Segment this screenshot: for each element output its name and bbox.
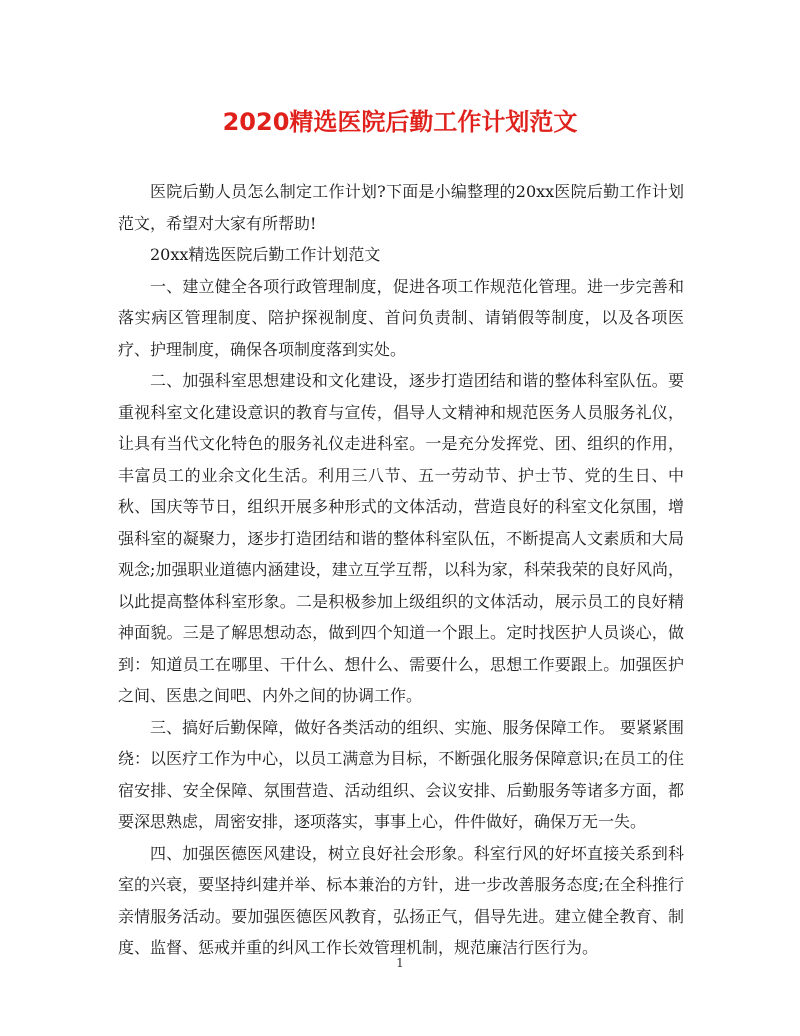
paragraph-3: 三、搞好后勤保障，做好各类活动的组织、实施、服务保障工作。 要紧紧围绕：以医疗工作为中心，以员工满意为目标，不断强化服务保障意识;在员工的住宿安排、安全保障、氛围营造、活动组织、会议安排、后勤服务等诸多方面，都要深思熟虑，周密安排，逐项落实，事事上心，件件做好，确保万无一失。 xyxy=(118,717,684,831)
document-body xyxy=(118,176,684,964)
document-title: 2020精选医院后勤工作计划范文 xyxy=(222,108,578,136)
paragraph-2: 二、加强科室思想建设和文化建设，逐步打造团结和谐的整体科室队伍。要重视科室文化建设意识的教育与宣传，倡导人文精神和规范医务人员服务礼仪，让具有当代文化特色的服务礼仪走进科室。一是充分发挥党、团、组织的作用，丰富员工的业余文化生活。利用三八节、五一劳动节、护士节、党的生日、中秋、国庆等节日，组织开展多种形式的文体活动，营造良好的科室文化氛围，增强科室的凝聚力，逐步打造团结和谐的整体科室队伍，不断提高人文素质和大局观念;加强职业道德内涵建设，建立互学互帮，以科为家，科荣我荣的良好风尚，以此提高整体科室形象。二是积极参加上级组织的文体活动，展示员工的良好精神面貌。三是了解思想动态，做到四个知道一个跟上。定时找医护人员谈心，做到：知道员工在哪里、干什么、想什么、需要什么，思想工作要跟上。加强医护之间、医患之间吧、内外之间的协调工作。 xyxy=(118,371,684,705)
paragraph-1: 一、建立健全各项行政管理制度，促进各项工作规范化管理。进一步完善和落实病区管理制度、陪护探视制度、首问负责制、请销假等制度，以及各项医疗、护理制度，确保各项制度落到实处。 xyxy=(118,276,684,359)
page-number: 1 xyxy=(396,956,404,970)
paragraph-4: 四、加强医德医风建设，树立良好社会形象。科室行风的好坏直接关系到科室的兴衰，要坚持纠建并举、标本兼治的方针，进一步改善服务态度;在全科推行亲情服务活动。要加强医德医风教育，弘扬正气，倡导先进。建立健全教育、制度、监督、惩戒并重的纠风工作长效管理机制，规范廉洁行医行为。 xyxy=(118,843,684,957)
section-heading: 20xx精选医院后勤工作计划范文 xyxy=(150,245,381,264)
intro-paragraph: 医院后勤人员怎么制定工作计划?下面是小编整理的20xx医院后勤工作计划范文，希望对大家有所帮助! xyxy=(118,182,684,233)
